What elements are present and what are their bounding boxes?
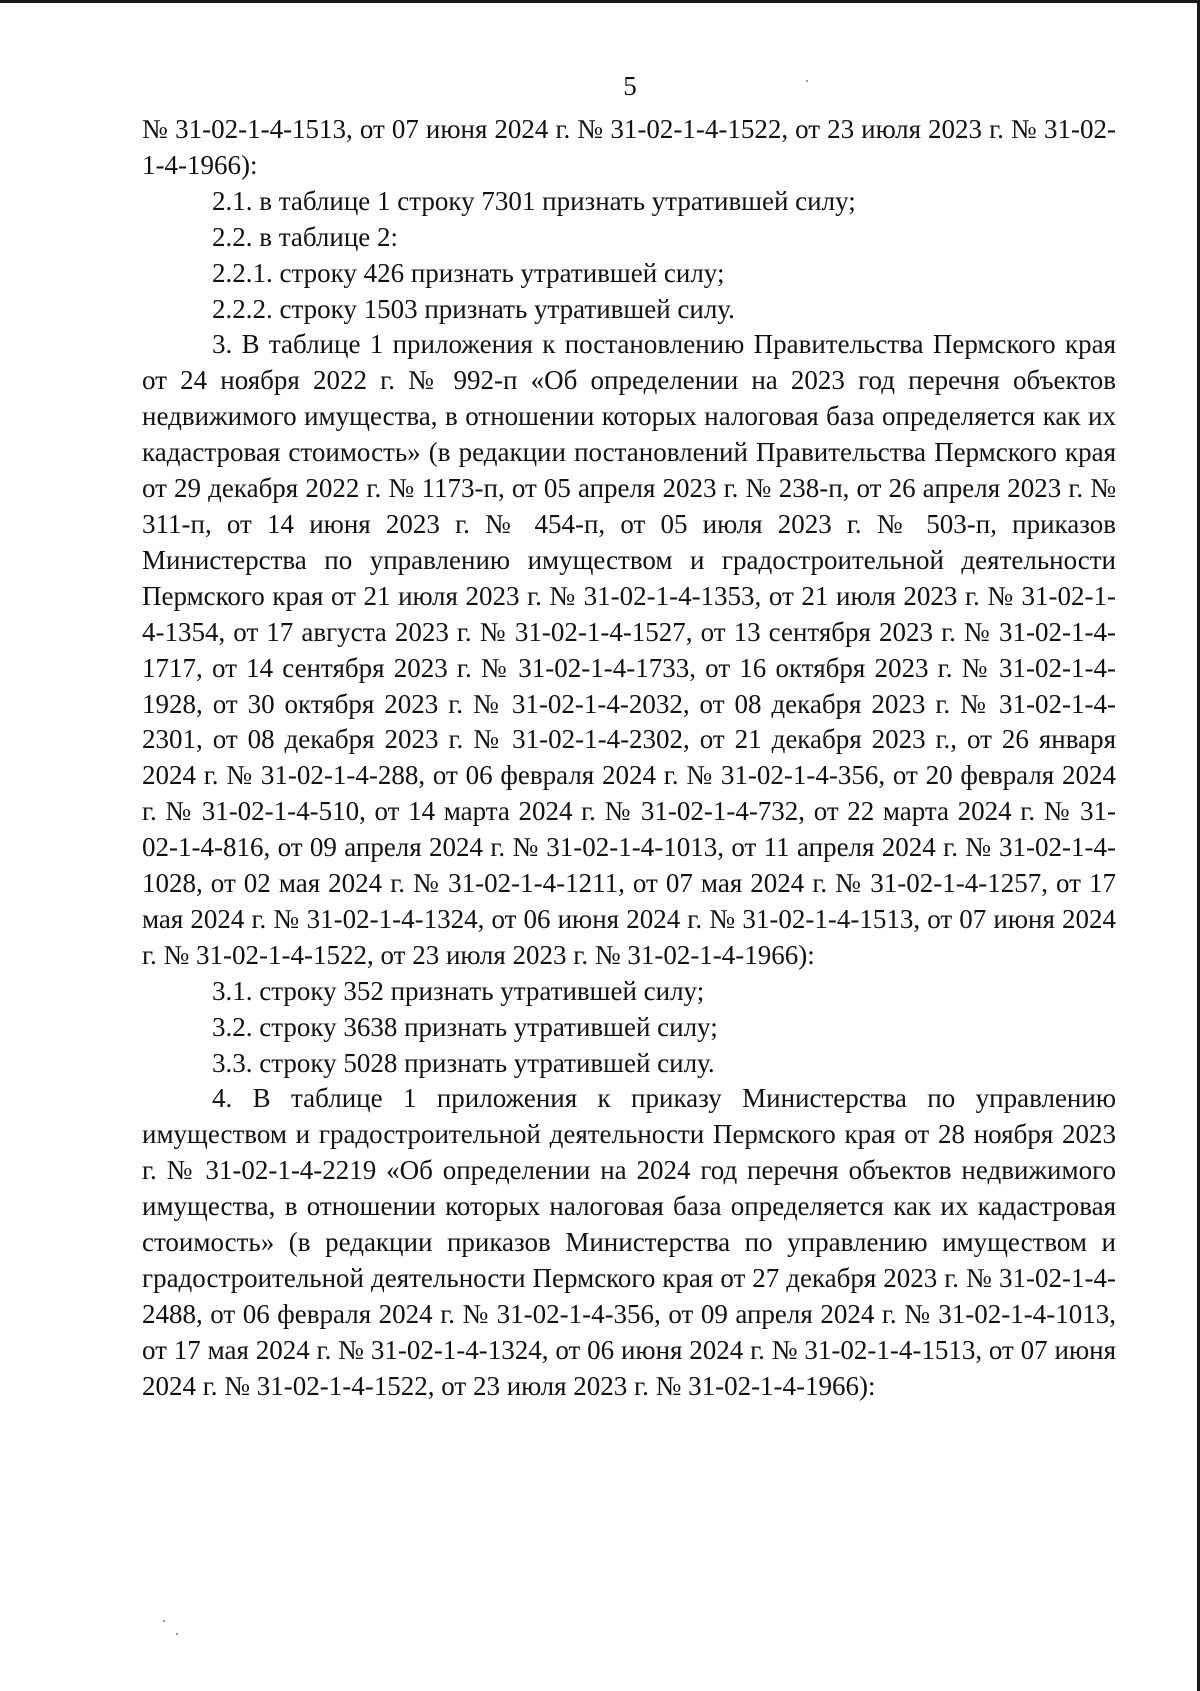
paragraph-item-4: 4. В таблице 1 приложения к приказу Министерства по управлению имуществом и градостроительной деятельности Пермского края от 28 ноября 2023 г. № 31-02-1-4-2219 «Об определении на 2024 год перечня объектов недвижимого имущества, в отношении которых налоговая база определяется как их кадастровая стоимость» (в редакции приказов Министерства по управлению имуществом и градостроительной деятельности Пермского края от 27 декабря 2023 г. № 31-02-1-4-2488, от 06 февраля 2024 г. № 31-02-1-4-356, от 09 апреля 2024 г. № 31-02-1-4-1013, от 17 мая 2024 г. № 31-02-1-4-1324, от 06 июня 2024 г. № 31-02-1-4-1513, от 07 июня 2024 г. № 31-02-1-4-1522, от 23 июля 2023 г. № 31-02-1-4-1966):	[142, 1083, 1116, 1401]
paragraph-continuation: № 31-02-1-4-1513, от 07 июня 2024 г. № 31-02-1-4-1522, от 23 июля 2023 г. № 31-02-1-4-1966):	[142, 114, 1116, 180]
paragraph-item-2-2: 2.2. в таблице 2:	[212, 221, 399, 252]
paragraph-item-3-2: 3.2. строку 3638 признать утратившей силу;	[212, 1011, 718, 1042]
paragraph-item-2-2-2: 2.2.2. строку 1503 признать утратившей силу.	[212, 293, 735, 324]
scan-speck	[176, 1633, 178, 1635]
page-number: 5	[623, 71, 637, 101]
paragraph-item-3-3: 3.3. строку 5028 признать утратившей силу.	[212, 1047, 715, 1078]
scan-border-top	[0, 0, 1200, 3]
document-body	[142, 112, 1116, 1405]
scan-speck	[163, 1620, 165, 1622]
paragraph-item-3: 3. В таблице 1 приложения к постановлению Правительства Пермского края от 24 ноября 2022 г. № 992-п «Об определении на 2023 год перечня объектов недвижимого имущества, в отношении которых налоговая база определяется как их кадастровая стоимость» (в редакции постановлений Правительства Пермского края от 29 декабря 2022 г. № 1173-п, от 05 апреля 2023 г. № 238-п, от 26 апреля 2023 г. № 311-п, от 14 июня 2023 г. № 454-п, от 05 июля 2023 г. № 503-п, приказов Министерства по управлению имуществом и градостроительной деятельности Пермского края от 21 июля 2023 г. № 31-02-1-4-1353, от 21 июля 2023 г. № 31-02-1-4-1354, от 17 августа 2023 г. № 31-02-1-4-1527, от 13 сентября 2023 г. № 31-02-1-4-1717, от 14 сентября 2023 г. № 31-02-1-4-1733, от 16 октября 2023 г. № 31-02-1-4-1928, от 30 октября 2023 г. № 31-02-1-4-2032, от 08 декабря 2023 г. № 31-02-1-4-2301, от 08 декабря 2023 г. № 31-02-1-4-2302, от 21 декабря 2023 г., от 26 января 2024 г. № 31-02-1-4-288, от 06 февраля 2024 г. № 31-02-1-4-356, от 20 февраля 2024 г. № 31-02-1-4-510, от 14 марта 2024 г. № 31-02-1-4-732, от 22 марта 2024 г. № 31-02-1-4-816, от 09 апреля 2024 г. № 31-02-1-4-1013, от 11 апреля 2024 г. № 31-02-1-4-1028, от 02 мая 2024 г. № 31-02-1-4-1211, от 07 мая 2024 г. № 31-02-1-4-1257, от 17 мая 2024 г. № 31-02-1-4-1324, от 06 июня 2024 г. № 31-02-1-4-1513, от 07 июня 2024 г. № 31-02-1-4-1522, от 23 июля 2023 г. № 31-02-1-4-1966):	[142, 329, 1116, 970]
scan-speck	[806, 80, 808, 82]
paragraph-item-3-1: 3.1. строку 352 признать утратившей силу;	[212, 975, 705, 1006]
paragraph-item-2-2-1: 2.2.1. строку 426 признать утратившей силу;	[212, 257, 725, 288]
paragraph-item-2-1: 2.1. в таблице 1 строку 7301 признать утратившей силу;	[212, 185, 856, 216]
